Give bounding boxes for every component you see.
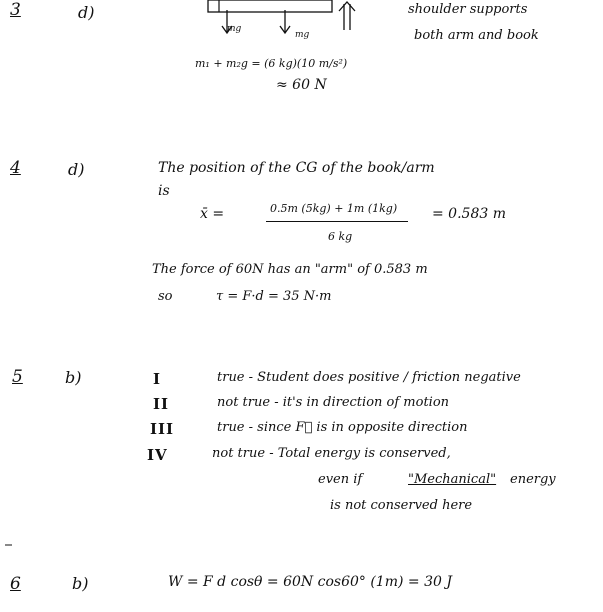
fraction-numerator: 0.5m (5kg) + 1m (1kg) xyxy=(270,202,398,215)
roman-numeral: III xyxy=(150,420,175,438)
continuation-text: is not conserved here xyxy=(330,498,473,513)
question-part: d) xyxy=(68,160,85,179)
work-equation: W = F d cosθ = 60N cos60° (1m) = 30 J xyxy=(168,574,452,590)
solution-text: is xyxy=(158,183,170,199)
statement-text: not true - it's in direction of motion xyxy=(217,395,450,410)
roman-numeral: IV xyxy=(147,446,168,464)
support-arrowhead xyxy=(339,2,355,11)
solution-text: The force of 60N has an "arm" of 0.583 m xyxy=(152,262,428,277)
torque-equation: τ = F·d = 35 N·m xyxy=(216,289,332,304)
note-text: both arm and book xyxy=(414,28,539,43)
question-part: d) xyxy=(78,3,95,22)
statement-text: true - since F⃗ is in opposite direction xyxy=(217,420,468,435)
continuation-text: energy xyxy=(510,472,556,487)
solution-text: so xyxy=(158,289,173,304)
roman-numeral: II xyxy=(153,395,170,413)
equation-result: ≈ 60 N xyxy=(276,77,327,93)
statement-text: true - Student does positive / friction negative xyxy=(217,370,521,385)
question-part: b) xyxy=(72,574,89,593)
question-number: 5 xyxy=(12,367,23,387)
fraction-bar xyxy=(266,221,408,222)
roman-numeral: I xyxy=(153,370,162,388)
question-part: b) xyxy=(65,368,82,387)
mg-label: mg xyxy=(227,24,242,34)
statement-text: not true - Total energy is conserved, xyxy=(212,446,451,461)
solution-text: The position of the CG of the book/arm xyxy=(158,160,435,176)
continuation-emphasis: "Mechanical" xyxy=(408,472,497,487)
equation-result: = 0.583 m xyxy=(432,206,506,222)
question-number: 3 xyxy=(10,0,21,20)
xbar-symbol: x̄ = xyxy=(200,206,225,222)
mg-label: mg xyxy=(295,30,310,40)
note-text: shoulder supports xyxy=(408,2,528,17)
continuation-text: even if xyxy=(318,472,363,487)
fraction-denominator: 6 kg xyxy=(328,230,353,243)
question-number: 4 xyxy=(10,158,21,178)
question-number: 6 xyxy=(10,574,21,594)
equation: m₁ + m₂g = (6 kg)(10 m/s²) xyxy=(195,57,348,70)
